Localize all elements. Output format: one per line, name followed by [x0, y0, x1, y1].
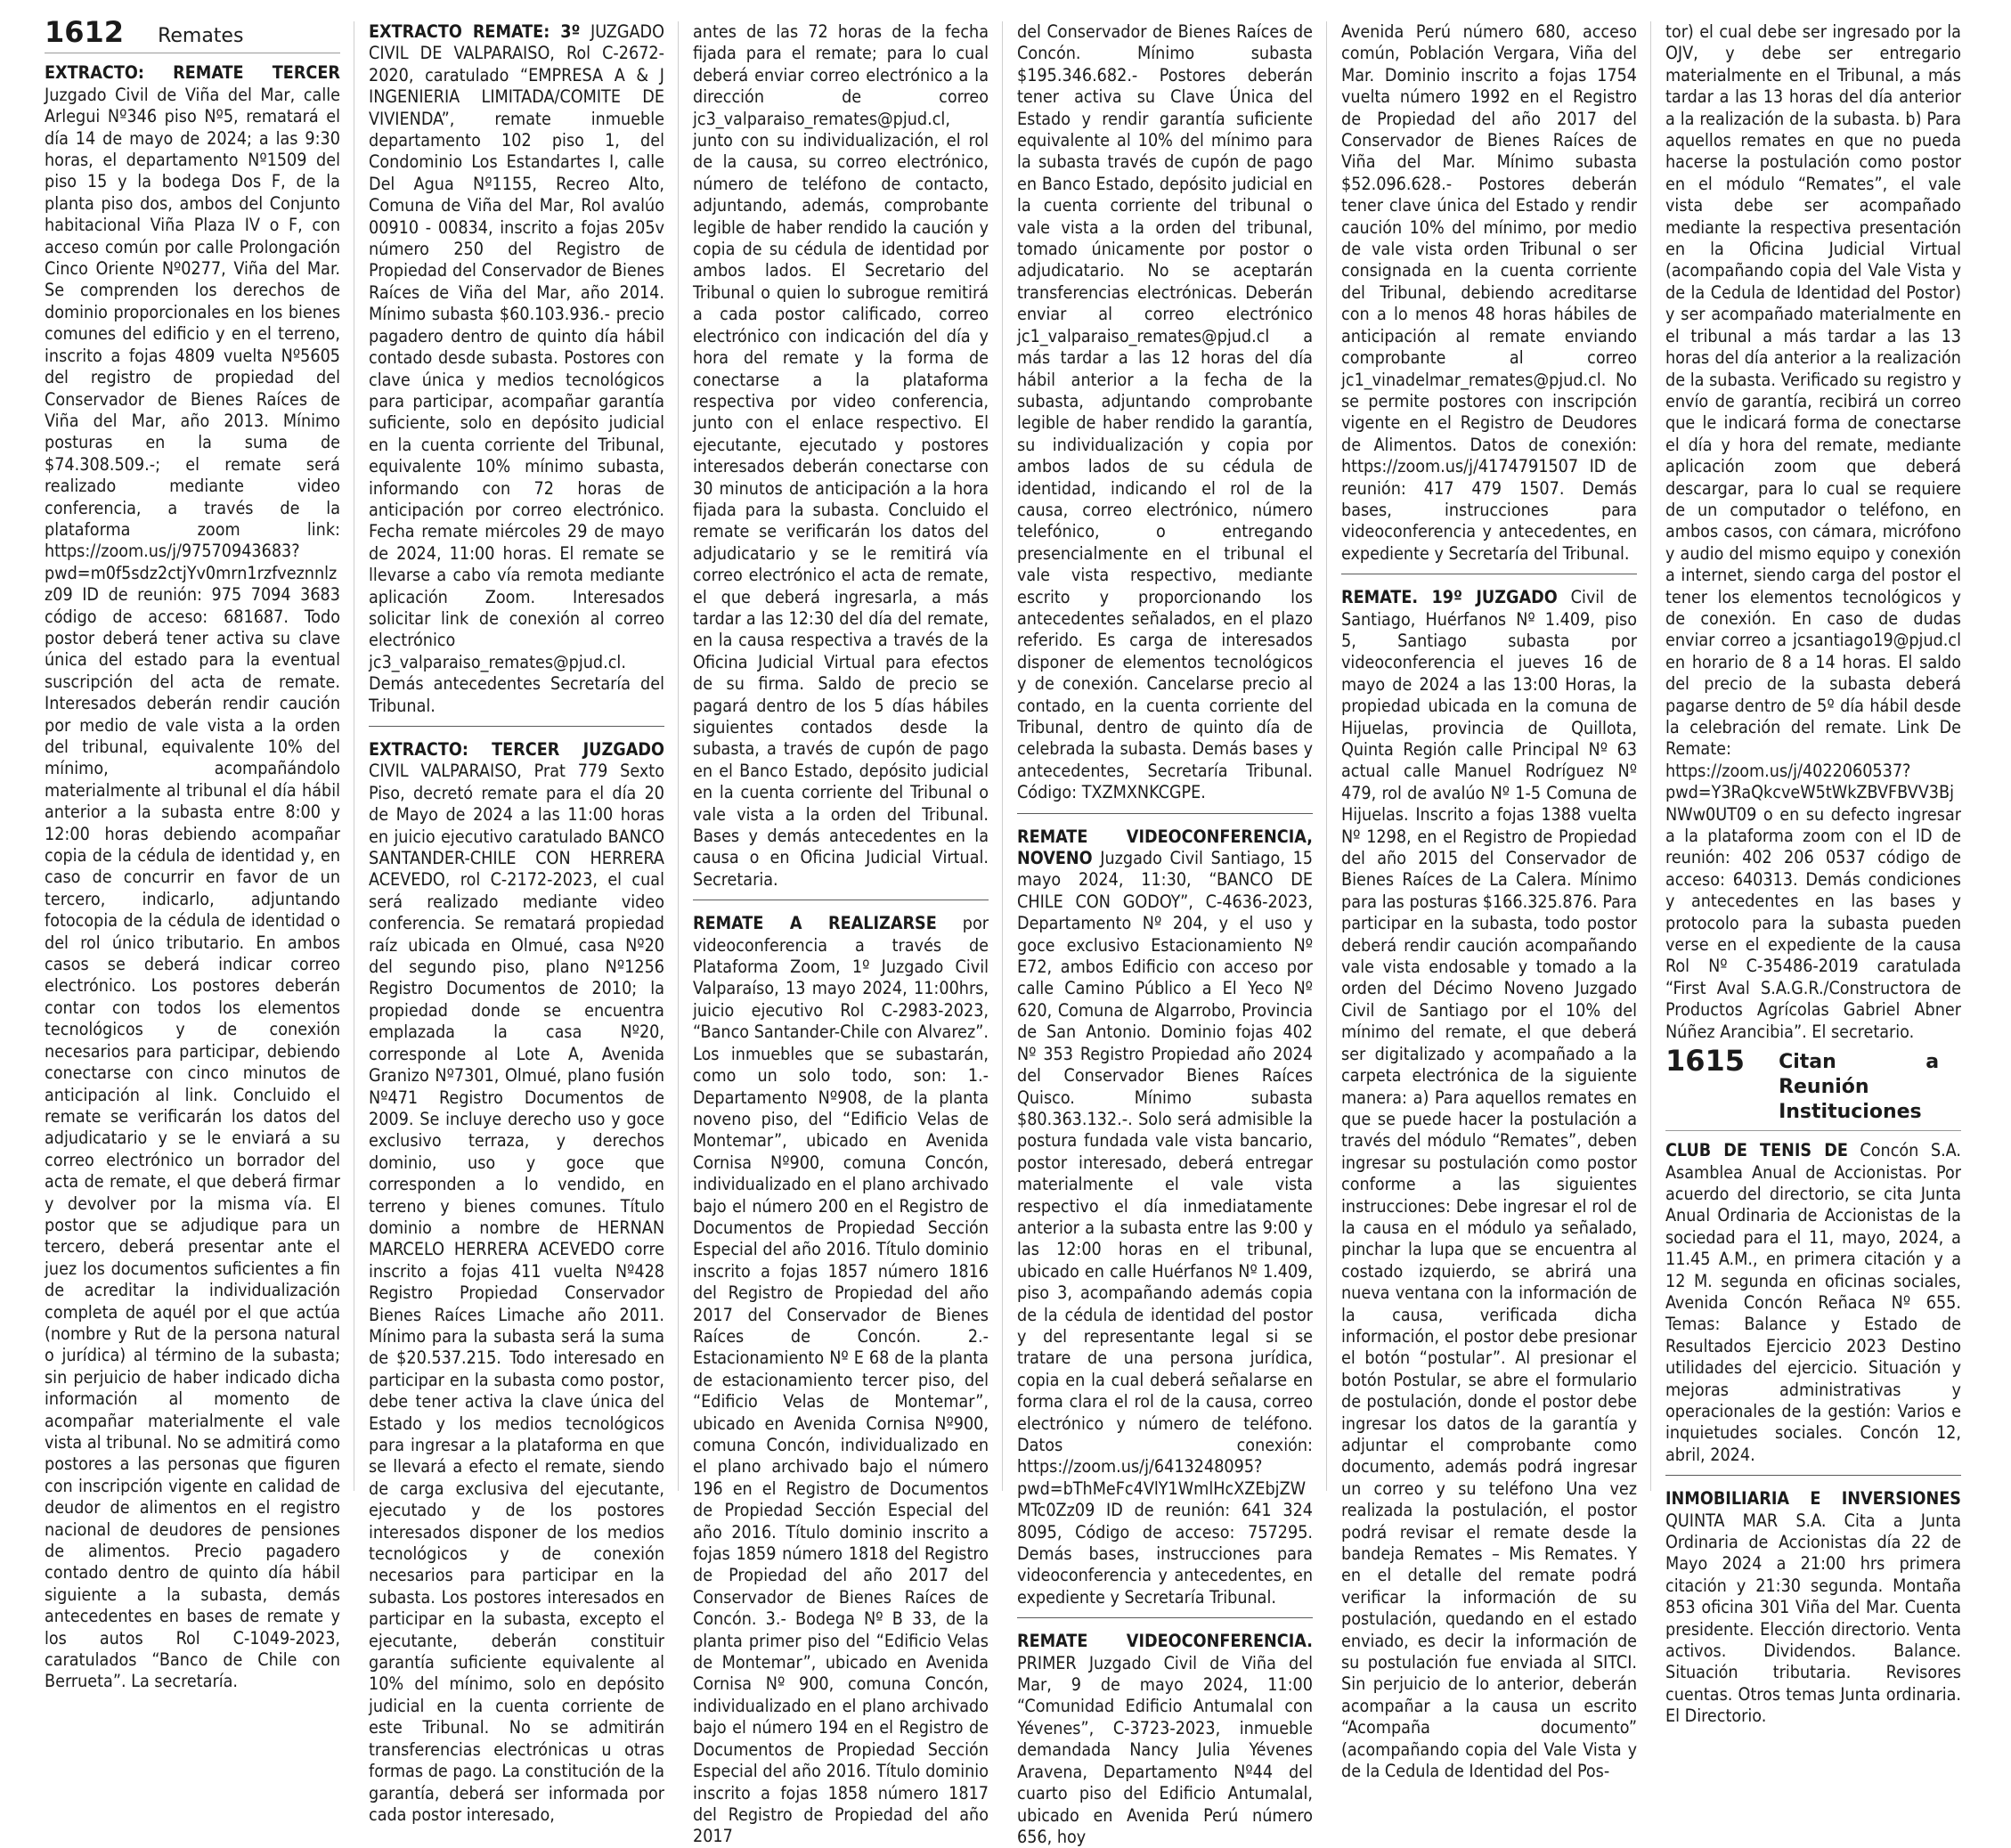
notice-body: JUZGADO CIVIL DE VALPARAISO, Rol C-2672-2020, caratulado “EMPRESA A & J INGENIERIA LIMITADA/COMITE DE VIVIENDA”, remate inmueble departamento 102 piso 1, del Condominio Los Estandartes I, calle Del Agua Nº1155, Recreo Alto, Comuna de Viña del Mar, Rol avalúo 00910 - 00834, inscrito a fojas 205v número 250 del Registro de Propiedad del Conservador de Bienes Raíces de Viña del Mar, año 2014. Mínimo subasta $60.103.936.- precio pagadero dentro de quinto día hábil contado desde subasta. Postores con clave única y medios tecnológicos para participar, acompañar garantía suficiente, solo en depósito judicial en la cuenta corriente del Tribunal, equivalente 10% mínimo subasta, informando con 72 horas de anticipación por correo electrónico. Fecha remate miércoles 29 de mayo de 2024, 11:00 horas. El remate se llevarse a cabo vía remota mediante aplicación Zoom. Interesados solicitar link de conexión al correo electrónico jc3_valparaiso_remates@pjud.cl. Demás antecedentes Secretaría del Tribunal.	[369, 21, 665, 716]
notice-lead: EXTRACTO: REMATE TERCER	[45, 62, 340, 84]
notice-lead: REMATE VIDEOCONFERENCIA.	[1017, 1631, 1313, 1652]
notice-club-de-tenis	[1665, 1140, 1961, 1466]
notice-body: tor) el cual debe ser ingresado por la OJV, y debe ser entregario materialmente en el Tribunal, a más tardar a las 13 horas del día anterior a la realización de la subasta. b) Para aquellos remates en que no pueda hacerse la postulación como postor en el módulo “Remates”, el vale vista debe ser acompañado mediante la respectiva presentación en la Oficina Judicial Virtual (acompañando copia del Vale Vista y de la Cedula de Identidad del Postor) y ser acompañado materialmente en el tribunal a más tardar a las 13 horas del día anterior a la realización de la subasta. Verificado su registro y envío de garantía, recibirá un correo que le indicará forma de conectarse el día y hora del remate, mediante aplicación zoom que deberá descargar, para lo cual se requiere de un computador o teléfono, en ambos casos, con cámara, micrófono y audio del mismo equipo y conexión a internet, siendo carga del postor el tener los elementos tecnológicos y de conexión. En caso de dudas enviar correo a jcsantiago19@pjud.cl en horario de 8 a 14 horas. El saldo del precio de la subasta deberá pagarse dentro de 5º día hábil desde la celebración del remate. Link De Remate: https://zoom.us/j/4022060537?pwd=Y3RaQkcveW5tWkZBVFBVV3BjNWw0UT09 o en su defecto ingresar a la plataforma zoom con el ID de reunión: 402 206 0537 código de acceso: 640313. Demás condiciones y antecedentes en las bases y protocolo para la subasta pueden verse en el expediente de la causa Rol Nº C-35486-2019 caratulada “First Aval S.A.G.R./Constructora de Productos Agrícolas Gabriel Abner Núñez Arancibia”. El secretario.	[1665, 21, 1961, 1042]
notice-body: CIVIL VALPARAISO, Prat 779 Sexto Piso, decretó remate para el día 20 de Mayo de 2024 a las 11:00 horas en juicio ejecutivo caratulado BANCO SANTANDER-CHILE CON HERRERA ACEVEDO, rol C-2172-2023, el cual será realizado mediante video conferencia. Se rematará propiedad raíz ubicada en Olmué, casa Nº20 del segundo piso, plano Nº1256 Registro Documentos de 2010; la propiedad donde se encuentra emplazada la casa Nº20, corresponde al Lote A, Avenida Granizo Nº7301, Olmué, plano fusión Nº471 Registro Documentos de 2009. Se incluye derecho uso y goce exclusivo terraza, y derechos dominio, uso y goce que corresponden a lo vendido, en terreno y bienes comunes. Título dominio a nombre de HERNAN MARCELO HERRERA ACEVEDO corre inscrito a fojas 411 vuelta Nº428 Registro Propiedad Conservador Bienes Raíces Limache año 2011. Mínimo para la subasta será la suma de $20.537.215. Todo interesado en participar en la subasta como postor, debe tener activa la clave única del Estado y los medios tecnológicos para ingresar a la plataforma en que se llevará a efecto el remate, siendo de carga exclusiva del ejecutante, ejecutado y de los postores interesados disponer de los medios tecnológicos y de conexión necesarios para participar en la subasta. Los postores interesados en participar en la subasta, excepto el ejecutante, deberán constituir garantía suficiente equivalente al 10% del mínimo, solo en depósito judicial en la cuenta corriente de este Tribunal. No se admitirán transferencias electrónicas u otras formas de pago. La constitución de la garantía, deberá ser informada por cada postor interesado,	[369, 761, 664, 1825]
column-4	[1017, 21, 1313, 1847]
column-3	[693, 21, 989, 1847]
column-5	[1341, 21, 1637, 1782]
column-separator	[678, 21, 679, 1491]
section-title: Citan a Reunión Instituciones	[1779, 1051, 1940, 1124]
notice-body: antes de las 72 horas de la fecha fijada para el remate; para lo cual deberá enviar correo electrónico a la dirección de correo jc3_valparaiso_remates@pjud.cl, junto con su individualización, el rol de la causa, su correo electrónico, número de teléfono de contacto, adjuntando, además, comprobante legible de haber rendido la caución y copia de su cédula de identidad por ambos lados. El Secretario del Tribunal o quien lo subrogue remitirá a cada postor calificado, correo electrónico con indicación del día y hora del remate y la forma de conectarse a la plataforma respectiva por video conferencia, junto con el enlace respectivo. El ejecutante, ejecutado y postores interesados deberán conectarse con 30 minutos de anticipación a la hora fijada para la subasta. Concluido el remate se verificarán los datos del adjudicatario y se le remitirá vía correo electrónico el acta de remate, el que deberá ingresarla, a más tardar a las 12:30 del día del remate, en la causa respectiva a través de la Oficina Judicial Virtual para efectos de su firma. Saldo de precio se pagará dentro de los 5 días hábiles siguientes contados desde la subasta, a través de cupón de pago en el Banco Estado, depósito judicial en la cuenta corriente del Tribunal o vale vista a la orden del Tribunal. Bases y demás antecedentes en la causa o en Oficina Judicial Virtual. Secretaria.	[693, 21, 989, 890]
notice-remate-a-realizarse	[693, 913, 989, 1847]
notice-body: Juzgado Civil de Viña del Mar, calle Arlegui Nº346 piso Nº5, rematará el día 14 de mayo de 2024; a las 9:30 horas, el departamento Nº1509 del piso 15 y la bodega Dos F, de la planta piso dos, ambos del Conjunto habitacional Viña Plaza IV o F, con acceso común por calle Prolongación Cinco Oriente Nº0277, Viña del Mar. Se comprenden los derechos de dominio proporcionales en los bienes comunes del edificio y en el terreno, inscrito a fojas 4809 vuelta Nº5605 del registro de propiedad del Conservador de Bienes Raíces de Viña del Mar, año 2013. Mínimo posturas en la suma de $74.308.509.-; el remate será realizado mediante video conferencia, a través de la plataforma zoom link: https://zoom.us/j/97570943683?pwd=m0f5sdz2ctjYv0mrn1rzfveznnlzz09 ID de reunión: 975 7094 3683 código de acceso: 681687. Todo postor deberá tener activa su clave única del estado para la eventual suscripción del acta de remate. Interesados deberán rendir caución por medio de vale vista a la orden del tribunal, equivalente 10% del mínimo, acompañándolo materialmente al tribunal el día hábil anterior a la subasta entre 8:00 y 12:00 horas debiendo acompañar copia de la cédula de identidad y, en caso de concurrir en favor de un tercero, indicarlo, adjuntando fotocopia de la cédula de identidad o del rol único tributario. En ambos casos se deberá indicar correo electrónico. Los postores deberán contar con todos los elementos tecnológicos y de conexión necesarios para participar, debiendo conectarse con cinco minutos de anticipación al link. Concluido el remate se verificarán los datos del adjudicatario y se le enviará a su correo electrónico un borrador del acta de remate, el que deberá firmar y devolver por la misma vía. El postor que se adjudique para un tercero, deberá presentar ante el juez los documentos suficientes a fin de acreditar la individualización completa de aquél por el que actúa (nombre y Rut de la persona natural o jurídica) al término de la subasta; sin perjuicio de haber indicado dicha información al momento de acompañar materialmente el vale vista al tribunal. No se admitirá como postores a las personas que figuren con inscripción vigente en calidad de deudor de alimentos en el registro nacional de deudores de pensiones de alimentos. Precio pagadero contado dentro de quinto día hábil siguiente a la subasta, demás antecedentes en bases de remate y los autos Rol C-1049-2023, caratulados “Banco de Chile con Berrueta”. La secretaría.	[45, 84, 340, 1692]
notice-extracto-tercer-juzgado	[369, 739, 664, 1826]
notice-remate-videoconferencia-primer-cont	[1341, 21, 1637, 565]
section-rule	[1665, 1130, 1961, 1131]
notice-lead: INMOBILIARIA E INVERSIONES	[1665, 1488, 1961, 1510]
notice-body: por videoconferencia a través de Plataforma Zoom, 1º Juzgado Civil Valparaíso, 13 mayo 2024, 11:00hrs, juicio ejecutivo Rol C-2983-2023, “Banco Santander-Chile con Alvarez”. Los inmuebles que se subastarán, como un solo todo, son: 1.- Departamento Nº908, de la planta noveno piso, del “Edificio Velas de Montemar”, ubicado en Avenida Cornisa Nº900, comuna Concón, individualizado en el plano archivado bajo el número 200 en el Registro de Documentos de Propiedad Sección Especial del año 2016. Título dominio inscrito a fojas 1857 número 1816 del Registro de Propiedad del año 2017 del Conservador de Bienes Raíces de Concón. 2.- Estacionamiento Nº E 68 de la planta de estacionamiento tercer piso, del “Edificio Velas de Montemar”, ubicado en Avenida Cornisa Nº900, comuna Concón, individualizado en el plano archivado bajo el número 196 en el Registro de Documentos de Propiedad Sección Especial del año 2016. Título dominio inscrito a fojas 1859 número 1818 del Registro de Propiedad del año 2017 del Conservador de Bienes Raíces de Concón. 3.- Bodega Nº B 33, de la planta primer piso del “Edificio Velas de Montemar”, ubicado en Avenida Cornisa Nº 900, comuna Concón, individualizado en el plano archivado bajo el número 194 en el Registro de Documentos de Propiedad Sección Especial del año 2016. Título dominio inscrito a fojas 1858 número 1817 del Registro de Propiedad del año 2017	[693, 913, 989, 1847]
notice-remate-videoconferencia-primer	[1017, 1631, 1313, 1848]
notice-body: Concón S.A. Asamblea Anual de Accionistas. Por acuerdo del directorio, se cita Junta Anual Ordinaria de Accionistas de la sociedad para el 11, mayo, 2024, a 11.45 A.M., en primera citación y a 12 M. segunda en oficinas sociales, Avenida Concón Reñaca Nº 655. Temas: Balance y Estado de Resultados Ejercicio 2023 Destino utilidades del ejercicio. Situación y mejoras administrativas y operacionales de la gestión: Varios e inquietudes sociales. Concón 12, abril, 2024.	[1665, 1140, 1961, 1465]
section-header-1615	[1665, 1044, 1961, 1125]
notice-lead: EXTRACTO: TERCER JUZGADO	[369, 739, 664, 760]
notice-remate-a-realizarse-cont	[1017, 21, 1313, 804]
section-header-1612	[45, 15, 340, 49]
notice-lead: REMATE VIDEOCONFERENCIA, NOVENO	[1017, 826, 1313, 869]
notice-lead: EXTRACTO REMATE: 3º	[369, 21, 581, 42]
column-6	[1665, 21, 1961, 1727]
notice-body: del Conservador de Bienes Raíces de Concón. Mínimo subasta $195.346.682.- Postores deberán tener activa su Clave Única del Estado y rendir garantía suficiente equivalente al 10% del mínimo para la subasta través de cupón de pago en Banco Estado, depósito judicial en la cuenta corriente del tribunal o vale vista a la orden del tribunal, tomado únicamente por postor o adjudicatario. No se aceptarán transferencias electrónicas. Deberán enviar al correo electrónico jc1_valparaiso_remates@pjud.cl a más tardar a las 12 horas del día hábil anterior a la fecha de la subasta, adjuntando comprobante legible de haber rendido la garantía, su individualización y copia por ambos lados de su cédula de identidad, indicando el rol de la causa, correo electrónico, número telefónico, o entregando presencialmente en el tribunal el vale vista respectivo, mediante escrito y proporcionando los antecedentes señalados, en el plazo referido. Es carga de interesados disponer de elementos tecnológicos y de conexión. Cancelarse precio al contado, en la cuenta corriente del Tribunal, dentro de quinto día de celebrada la subasta. Demás bases y antecedentes, Secretaría Tribunal. Código: TXZMXNKCGPE.	[1017, 21, 1313, 803]
notice-body: Avenida Perú número 680, acceso común, Población Vergara, Viña del Mar. Dominio inscrito a fojas 1754 vuelta número 1992 en el Registro de Propiedad del año 2017 del Conservador de Bienes Raíces de Viña del Mar. Mínimo subasta $52.096.628.- Postores deberán tener clave única del Estado y rendir caución 10% del mínimo, por medio de vale vista orden Tribunal o ser consignada en la cuenta corriente del Tribunal, debiendo acreditarse con a lo menos 48 horas hábiles de anticipación al remate enviando comprobante al correo jc1_vinadelmar_remates@pjud.cl. No se permite postores con inscripción vigente en el Registro de Deudores de Alimentos. Datos de conexión: https://zoom.us/j/4174791507 ID de reunión: 417 479 1507. Demás bases, instrucciones para videoconferencia y antecedentes, en expediente y Secretaría del Tribunal.	[1341, 21, 1637, 564]
section-number: 1615	[1665, 1044, 1746, 1079]
notice-remate-19-juzgado	[1341, 587, 1637, 1782]
notice-divider	[1017, 1617, 1313, 1618]
notice-body: QUINTA MAR S.A. Cita a Junta Ordinaria de Accionistas día 22 de Mayo 2024 a 21:00 hrs primera citación y 21:30 segunda. Montaña 853 oficina 301 Viña del Mar. Cuenta presidente. Elección directorio. Venta activos. Dividendos. Balance. Situación tributaria. Revisores cuentas. Otros temas Junta ordinaria. El Directorio.	[1665, 1510, 1961, 1727]
notice-remate-19-juzgado-cont	[1665, 21, 1961, 1043]
notice-divider	[369, 726, 664, 727]
notice-body: Civil de Santiago, Huérfanos Nº 1.409, piso 5, Santiago subasta por videoconferencia el jueves 16 de mayo de 2024 a las 13:00 Horas, la propiedad ubicada en la comuna de Hijuelas, provincia de Quillota, Quinta Región calle Principal Nº 63 actual calle Manuel Rodríguez Nº 479, rol de avalúo Nº 1-5 Comuna de Hijuelas. Inscrito a fojas 1388 vuelta Nº 1298, en el Registro de Propiedad del año 2015 del Conservador de Bienes Raíces de La Calera. Mínimo para las posturas $166.325.876. Para participar en la subasta, todo postor deberá rendir caución acompañando vale vista endosable y tomado a la orden del Décimo Noveno Juzgado Civil de Santiago por el 10% del mínimo del remate, el que deberá ser digitalizado y acompañado a la carpeta electrónica de la siguiente manera: a) Para aquellos remates en que se puede hacer la postulación a través del módulo “Remates”, deben ingresar su postulación como postor conforme a las siguientes instrucciones: Debe ingresar el rol de la causa en el módulo ya señalado, pinchar la lupa que se encuentra al costado izquierdo, se abrirá una nueva ventana con la información de la causa, verificada dicha información, el postor debe presionar el botón “postular”. Al presionar el botón Postular, se abre el formulario de postulación, donde el postor debe ingresar los datos de la garantía y adjuntar el comprobante como documento, además podrá ingresar un correo y su teléfono Una vez realizada la postulación, el postor podrá revisar el remate desde la bandeja Remates – Mis Remates. Y en el detalle del remate podrá verificar la información de su postulación, quedando en el estado enviado, es decir la información de su postulación fue enviada al SITCI. Sin perjuicio de lo anterior, deberán acompañar a la causa un escrito “Acompaña documento” (acompañando copia del Vale Vista y de la Cedula de Identidad del Pos-	[1341, 587, 1637, 1782]
notice-lead: REMATE. 19º JUZGADO	[1341, 587, 1558, 608]
notice-lead: CLUB DE TENIS DE	[1665, 1140, 1848, 1161]
column-separator	[1650, 21, 1651, 1491]
notice-body: PRIMER Juzgado Civil de Viña del Mar, 9 de mayo 2024, 11:00 “Comunidad Edificio Antumalal con Yévenes”, C-3723-2023, inmueble demandada Nancy Julia Yévenes Aravena, Departamento Nº44 del cuarto piso del Edificio Antumalal, ubicado en Avenida Perú número 656, hoy	[1017, 1652, 1313, 1847]
column-2	[369, 21, 665, 1825]
section-title: Remates	[158, 25, 244, 47]
section-number: 1612	[45, 15, 125, 49]
notice-body: Juzgado Civil Santiago, 15 mayo 2024, 11:30, “BANCO DE CHILE CON GODOY”, C-4636-2023, Departamento Nº 204, y el uso y goce exclusivo Estacionamiento Nº E72, ambos Edificio con acceso por calle Camino Público a El Yeco Nº 620, Comuna de Algarrobo, Provincia de San Antonio. Dominio fojas 402 Nº 353 Registro Propiedad año 2024 del Conservador Bienes Raíces Quisco. Mínimo subasta $80.363.132.-. Solo será admisible la postura fundada vale vista bancario, postor interesado, deberá entregar materialmente el vale vista respectivo el día inmediatamente anterior a la subasta entre las 9:00 y las 12:00 horas en el tribunal, ubicado en calle Huérfanos Nº 1.409, piso 3, acompañando además copia de la cédula de identidad del postor y del representante legal si se tratare de una persona jurídica, copia en la cual deberá señalarse en forma clara el rol de la causa, correo electrónico y número de teléfono. Datos conexión: https://zoom.us/j/6413248095?pwd=bThMeFc4VlY1WmlHcXZEbjZWMTc0Zz09 ID de reunión: 641 324 8095, Código de acceso: 757295. Demás bases, instrucciones para videoconferencia y antecedentes, en expediente y Secretaría Tribunal.	[1017, 848, 1313, 1608]
notice-remate-videoconferencia-noveno	[1017, 826, 1313, 1609]
column-separator	[1326, 21, 1327, 1491]
notice-extracto-remate-tercer	[45, 62, 340, 1692]
notice-divider	[1665, 1475, 1961, 1476]
column-1	[45, 15, 340, 1692]
notice-divider	[1017, 813, 1313, 814]
notice-lead: REMATE A REALIZARSE	[693, 913, 937, 934]
notice-extracto-remate-3	[369, 21, 664, 717]
newspaper-classifieds-page	[45, 15, 1977, 1847]
notice-inmobiliaria-inversiones	[1665, 1488, 1961, 1727]
column-separator	[1002, 21, 1003, 1491]
notice-extracto-tercer-juzgado-cont	[693, 21, 989, 891]
